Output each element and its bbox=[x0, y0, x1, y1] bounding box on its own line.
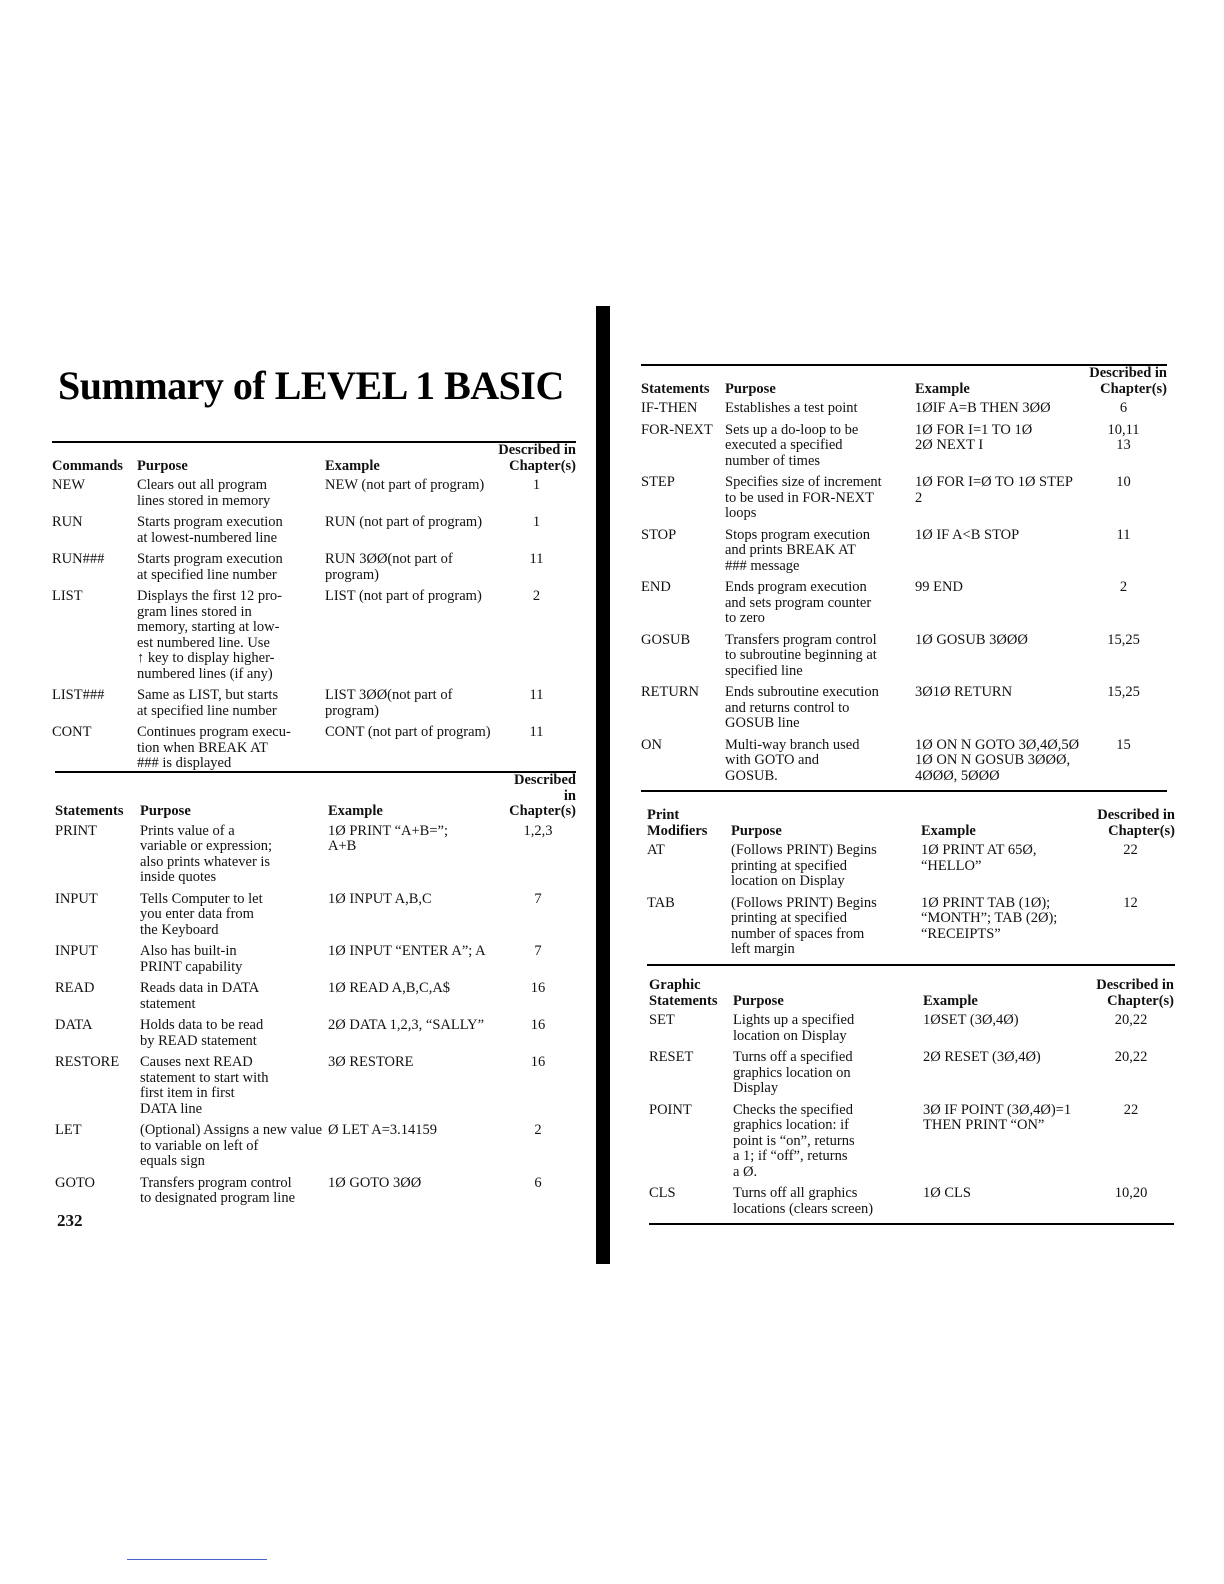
table-row bbox=[55, 1018, 576, 1055]
chapters-cell: 20,22 bbox=[1114, 1049, 1148, 1065]
keyword-cell: PRINT bbox=[55, 822, 97, 839]
table-row bbox=[649, 1103, 1174, 1187]
keyword-cell: CLS bbox=[649, 1185, 676, 1201]
keyword-cell: NEW bbox=[52, 477, 86, 493]
book-spine bbox=[596, 306, 610, 1264]
col-header-chapters: Described in Chapter(s) bbox=[1097, 807, 1175, 839]
table-row bbox=[55, 981, 576, 1018]
table-row bbox=[641, 528, 1167, 581]
table-row bbox=[641, 475, 1167, 528]
example-cell: 1Ø PRINT “A+B=”; A+B bbox=[328, 822, 449, 854]
chapters-cell: 12 bbox=[1123, 894, 1138, 911]
table-row bbox=[55, 1055, 576, 1123]
purpose-cell: Ends program execution and sets program counter to zero bbox=[725, 579, 872, 626]
purpose-cell: Displays the first 12 pro- gram lines stored in memory, starting at low- est numbered line. Use ↑ key to display higher- numbered lines (if any) bbox=[137, 588, 282, 682]
example-cell: 3Ø1Ø RETURN bbox=[915, 684, 1013, 700]
keyword-cell: INPUT bbox=[55, 890, 98, 907]
chapters-cell: 2 bbox=[532, 588, 541, 604]
chapters-cell: 7 bbox=[534, 943, 542, 959]
chapters-cell: 6 bbox=[534, 1174, 542, 1191]
purpose-cell: Holds data to be read by READ statement bbox=[140, 1017, 264, 1049]
purpose-cell: Lights up a specified location on Display bbox=[733, 1012, 855, 1044]
chapters-cell: 11 bbox=[529, 724, 544, 740]
example-cell: 1Ø PRINT AT 65Ø, “HELLO” bbox=[921, 842, 1037, 874]
col-header-example: Example bbox=[325, 457, 380, 474]
page-title: Summary of LEVEL 1 BASIC bbox=[58, 363, 564, 408]
col-header-statements: Statements bbox=[55, 803, 124, 819]
purpose-cell: (Follows PRINT) Begins printing at specified number of spaces from left margin bbox=[731, 894, 877, 957]
table-row bbox=[649, 1186, 1174, 1224]
col-header-purpose: Purpose bbox=[731, 822, 782, 839]
purpose-cell: Transfers program control to subroutine beginning at specified line bbox=[725, 631, 877, 679]
chapters-cell: 6 bbox=[1119, 400, 1128, 416]
keyword-cell: STEP bbox=[641, 474, 675, 490]
col-header-commands: Commands bbox=[52, 457, 123, 474]
purpose-cell: Ends subroutine execution and returns control to GOSUB line bbox=[725, 684, 879, 731]
table-row bbox=[641, 423, 1167, 476]
table-row bbox=[52, 552, 576, 589]
table-row bbox=[55, 944, 576, 981]
table-row bbox=[52, 688, 576, 725]
page-number: 232 bbox=[57, 1211, 83, 1230]
chapters-cell: 16 bbox=[530, 1054, 546, 1070]
table-row bbox=[55, 1123, 576, 1176]
example-cell: 1Ø GOTO 3ØØ bbox=[328, 1174, 422, 1191]
example-cell: NEW (not part of program) bbox=[325, 477, 485, 493]
col-header-example: Example bbox=[915, 380, 970, 397]
table-row bbox=[52, 478, 576, 515]
purpose-cell: Starts program execution at specified line number bbox=[137, 551, 283, 583]
purpose-cell: Reads data in DATA statement bbox=[140, 980, 260, 1012]
example-cell: 3Ø IF POINT (3Ø,4Ø)=1 THEN PRINT “ON” bbox=[923, 1101, 1072, 1133]
table-row bbox=[649, 1050, 1174, 1103]
table-row bbox=[641, 401, 1167, 423]
chapters-cell: 10 bbox=[1116, 474, 1131, 490]
purpose-cell: Starts program execution at lowest-numbered line bbox=[137, 514, 283, 546]
purpose-cell: Also has built-in PRINT capability bbox=[140, 943, 243, 975]
keyword-cell: ON bbox=[641, 736, 662, 753]
chapters-cell: 2 bbox=[534, 1122, 542, 1138]
table-row bbox=[52, 589, 576, 688]
example-cell: LIST 3ØØ(not part of program) bbox=[325, 687, 453, 719]
keyword-cell: END bbox=[641, 579, 671, 595]
purpose-cell: Clears out all program lines stored in memory bbox=[137, 477, 271, 509]
example-cell: 2Ø RESET (3Ø,4Ø) bbox=[923, 1049, 1041, 1065]
purpose-cell: Checks the specified graphics location: if point is “on”, returns a 1; if “off”, returns a Ø. bbox=[733, 1101, 855, 1180]
purpose-cell: Sets up a do-loop to be executed a specified number of times bbox=[725, 421, 859, 469]
col-header-purpose: Purpose bbox=[733, 992, 784, 1009]
purpose-cell: Turns off a specified graphics location on Display bbox=[733, 1049, 853, 1096]
col-header-print-modifiers: Print Modifiers bbox=[647, 807, 708, 839]
purpose-cell: Tells Computer to let you enter data from the Keyboard bbox=[140, 890, 263, 938]
purpose-cell: (Follows PRINT) Begins printing at specified location on Display bbox=[731, 842, 877, 889]
example-cell: RUN (not part of program) bbox=[325, 514, 483, 530]
table-row bbox=[647, 843, 1175, 896]
keyword-cell: LIST### bbox=[52, 687, 105, 703]
table-row bbox=[641, 685, 1167, 738]
keyword-cell: READ bbox=[55, 980, 95, 996]
purpose-cell: (Optional) Assigns a new value to variable on left of equals sign bbox=[140, 1122, 323, 1169]
col-header-purpose: Purpose bbox=[137, 457, 188, 474]
chapters-cell: 7 bbox=[534, 890, 542, 907]
table-row bbox=[641, 738, 1167, 792]
col-header-example: Example bbox=[328, 803, 383, 819]
footer-rule bbox=[127, 1559, 267, 1560]
keyword-cell: GOSUB bbox=[641, 631, 691, 648]
example-cell: 1Ø CLS bbox=[923, 1185, 971, 1201]
keyword-cell: RUN### bbox=[52, 551, 105, 567]
table-row bbox=[649, 1013, 1174, 1050]
chapters-cell: 1,2,3 bbox=[523, 822, 553, 839]
col-header-example: Example bbox=[921, 822, 976, 839]
keyword-cell: FOR-NEXT bbox=[641, 421, 713, 438]
chapters-cell: 15 bbox=[1116, 736, 1131, 753]
table-row bbox=[55, 1176, 576, 1213]
purpose-cell: Turns off all graphics locations (clears screen) bbox=[733, 1185, 874, 1217]
chapters-cell: 20,22 bbox=[1114, 1012, 1148, 1028]
keyword-cell: SET bbox=[649, 1012, 675, 1028]
example-cell: 3Ø RESTORE bbox=[328, 1054, 414, 1070]
print-modifiers-table bbox=[647, 808, 1175, 966]
example-cell: 1Ø FOR I=1 TO 1Ø 2Ø NEXT I bbox=[915, 421, 1033, 453]
chapters-cell: 22 bbox=[1123, 842, 1138, 858]
purpose-cell: Establishes a test point bbox=[725, 400, 858, 416]
example-cell: 1Ø INPUT “ENTER A”; A bbox=[328, 943, 486, 959]
chapters-cell: 15,25 bbox=[1107, 684, 1140, 700]
chapters-cell: 16 bbox=[530, 980, 546, 996]
graphic-statements-table bbox=[649, 978, 1174, 1225]
keyword-cell: POINT bbox=[649, 1101, 692, 1118]
example-cell: 1Ø INPUT A,B,C bbox=[328, 890, 432, 907]
table-row bbox=[52, 725, 576, 778]
keyword-cell: TAB bbox=[647, 894, 675, 911]
chapters-cell: 10,11 13 bbox=[1107, 421, 1140, 453]
keyword-cell: INPUT bbox=[55, 943, 98, 959]
keyword-cell: LET bbox=[55, 1122, 82, 1138]
example-cell: 1Ø IF A<B STOP bbox=[915, 526, 1020, 543]
chapters-cell: 1 bbox=[532, 514, 541, 530]
col-header-chapters: Described in Chapter(s) bbox=[1096, 977, 1174, 1009]
chapters-cell: 16 bbox=[530, 1017, 546, 1033]
purpose-cell: Multi-way branch used with GOTO and GOSUB. bbox=[725, 736, 860, 784]
commands-table bbox=[52, 441, 576, 778]
keyword-cell: LIST bbox=[52, 588, 83, 604]
table-row bbox=[52, 515, 576, 552]
col-header-chapters: Described in Chapter(s) bbox=[1089, 365, 1167, 397]
example-cell: Ø LET A=3.14159 bbox=[328, 1122, 438, 1138]
chapters-cell: 11 bbox=[529, 687, 544, 703]
keyword-cell: RETURN bbox=[641, 684, 699, 700]
example-cell: 1Ø ON N GOTO 3Ø,4Ø,5Ø 1Ø ON N GOSUB 3ØØØ, 4ØØØ, 5ØØØ bbox=[915, 736, 1080, 784]
keyword-cell: GOTO bbox=[55, 1174, 96, 1191]
col-header-example: Example bbox=[923, 992, 978, 1009]
example-cell: CONT (not part of program) bbox=[325, 724, 491, 740]
keyword-cell: RESET bbox=[649, 1049, 694, 1065]
keyword-cell: RUN bbox=[52, 514, 83, 530]
table-row bbox=[641, 580, 1167, 633]
purpose-cell: Same as LIST, but starts at specified line number bbox=[137, 687, 279, 719]
statements-table-right bbox=[641, 364, 1167, 792]
chapters-cell: 2 bbox=[1119, 579, 1128, 595]
keyword-cell: STOP bbox=[641, 526, 677, 543]
example-cell: 1Ø READ A,B,C,A$ bbox=[328, 980, 451, 996]
col-header-chapters: Described in Chapter(s) bbox=[509, 772, 576, 819]
chapters-cell: 11 bbox=[1116, 526, 1131, 543]
statements-table-left bbox=[55, 771, 576, 1213]
example-cell: RUN 3ØØ(not part of program) bbox=[325, 551, 453, 583]
chapters-cell: 10,20 bbox=[1114, 1185, 1148, 1201]
keyword-cell: DATA bbox=[55, 1017, 93, 1033]
purpose-cell: Stops program execution and prints BREAK AT ### message bbox=[725, 526, 870, 574]
table-row bbox=[55, 824, 576, 892]
example-cell: 99 END bbox=[915, 579, 963, 595]
table-row bbox=[55, 892, 576, 945]
purpose-cell: Causes next READ statement to start with first item in first DATA line bbox=[140, 1054, 269, 1117]
example-cell: 1Ø FOR I=Ø TO 1Ø STEP 2 bbox=[915, 474, 1073, 506]
example-cell: 1Ø GOSUB 3ØØØ bbox=[915, 631, 1028, 648]
chapters-cell: 22 bbox=[1123, 1101, 1139, 1118]
purpose-cell: Transfers program control to designated program line bbox=[140, 1174, 296, 1206]
chapters-cell: 1 bbox=[532, 477, 541, 493]
keyword-cell: CONT bbox=[52, 724, 92, 740]
purpose-cell: Specifies size of increment to be used in FOR-NEXT loops bbox=[725, 474, 882, 521]
col-header-purpose: Purpose bbox=[725, 380, 776, 397]
chapters-cell: 11 bbox=[529, 551, 544, 567]
keyword-cell: AT bbox=[647, 842, 665, 858]
example-cell: 2Ø DATA 1,2,3, “SALLY” bbox=[328, 1017, 485, 1033]
table-row bbox=[647, 896, 1175, 965]
example-cell: 1Ø PRINT TAB (1Ø); “MONTH”; TAB (2Ø); “RECEIPTS” bbox=[921, 894, 1058, 942]
col-header-purpose: Purpose bbox=[140, 803, 191, 819]
chapters-cell: 15,25 bbox=[1107, 631, 1140, 648]
col-header-graphic-statements: Graphic Statements bbox=[649, 977, 718, 1009]
purpose-cell: Prints value of a variable or expression; also prints whatever is inside quotes bbox=[140, 822, 273, 885]
col-header-statements: Statements bbox=[641, 380, 710, 397]
example-cell: 1ØSET (3Ø,4Ø) bbox=[923, 1012, 1019, 1028]
example-cell: LIST (not part of program) bbox=[325, 588, 482, 604]
keyword-cell: IF-THEN bbox=[641, 400, 698, 416]
purpose-cell: Continues program execu- tion when BREAK AT ### is displayed bbox=[137, 724, 291, 771]
table-row bbox=[641, 633, 1167, 686]
keyword-cell: RESTORE bbox=[55, 1054, 120, 1070]
example-cell: 1ØIF A=B THEN 3ØØ bbox=[915, 400, 1051, 416]
col-header-chapters: Described in Chapter(s) bbox=[498, 442, 576, 474]
